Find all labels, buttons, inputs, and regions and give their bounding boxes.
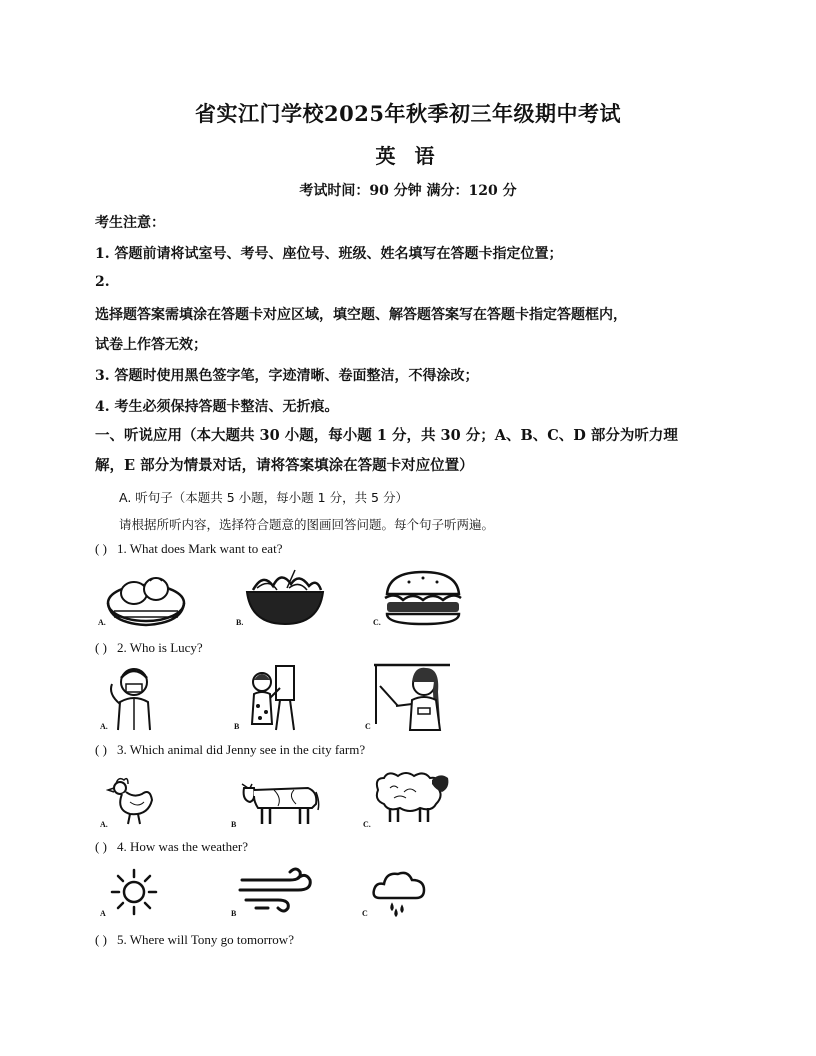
option-b-label: B xyxy=(234,722,240,731)
section-heading-line1: 一、听说应用（本大题共 30 小题，每小题 1 分，共 30 分；A、B、C、D 部分为听力理 xyxy=(95,427,678,444)
wind-icon[interactable] xyxy=(238,866,314,916)
question-1 xyxy=(95,541,282,557)
option-b-label: B xyxy=(231,909,237,918)
option-b-label: B. xyxy=(236,618,244,627)
question-4 xyxy=(95,839,248,855)
notice-heading: 考生注意： xyxy=(95,215,165,231)
question-3 xyxy=(95,742,365,758)
option-c-label: C xyxy=(365,722,371,731)
exam-info: 考试时间：90 分钟 满分：120 分 xyxy=(299,183,517,199)
notice-item-3: 3. 答题时使用黑色签字笔，字迹清晰、卷面整洁，不得涂改； xyxy=(95,368,479,384)
steamed-buns-icon[interactable] xyxy=(100,565,200,630)
doctor-icon[interactable] xyxy=(104,664,164,732)
painter-icon[interactable] xyxy=(242,662,302,732)
cow-icon[interactable] xyxy=(238,778,320,826)
answer-blank[interactable]: ( ) xyxy=(95,839,107,854)
answer-blank[interactable]: ( ) xyxy=(95,932,107,947)
chicken-icon[interactable] xyxy=(106,774,156,826)
question-text: 3. Which animal did Jenny see in the city farm? xyxy=(117,742,366,757)
option-a-label: A. xyxy=(100,722,108,731)
answer-blank[interactable]: ( ) xyxy=(95,541,107,556)
exam-subject: 英 语 xyxy=(375,144,441,168)
option-a-label: A xyxy=(100,909,106,918)
teacher-icon[interactable] xyxy=(374,662,450,732)
option-c-label: C xyxy=(362,909,368,918)
question-text: 2. Who is Lucy? xyxy=(117,640,203,655)
notice-item-2-cont: 试卷上作答无效； xyxy=(95,337,207,353)
part-a-instruction: 请根据所听内容，选择符合题意的图画回答问题。每个句子听两遍。 xyxy=(119,517,495,532)
section-heading xyxy=(95,421,725,481)
answer-blank[interactable]: ( ) xyxy=(95,640,107,655)
section-heading-line2: 解，E 部分为情景对话，请将答案填涂在答题卡对应位置） xyxy=(95,457,474,474)
question-text: 5. Where will Tony go tomorrow? xyxy=(117,932,294,947)
option-c-label: C. xyxy=(363,820,371,829)
question-text: 4. How was the weather? xyxy=(117,839,249,854)
question-text: 1. What does Mark want to eat? xyxy=(117,541,283,556)
hamburger-icon[interactable] xyxy=(381,568,466,628)
option-c-label: C. xyxy=(373,618,381,627)
answer-blank[interactable]: ( ) xyxy=(95,742,107,757)
noodles-bowl-icon[interactable] xyxy=(243,568,328,628)
question-5 xyxy=(95,932,294,948)
option-a-label: A. xyxy=(100,820,108,829)
notice-item-4: 4. 考生必须保持答题卡整洁、无折痕。 xyxy=(95,399,339,415)
notice-item-2-text: 选择题答案需填涂在答题卡对应区域，填空题、解答题答案写在答题卡指定答题框内， xyxy=(95,307,627,323)
rain-icon[interactable] xyxy=(370,868,428,918)
option-b-label: B xyxy=(231,820,237,829)
exam-title: 省实江门学校2025年秋季初三年级期中考试 xyxy=(195,101,621,126)
sun-icon[interactable] xyxy=(108,868,160,916)
option-a-label: A. xyxy=(98,618,106,627)
part-a-title: A. 听句子（本题共 5 小题，每小题 1 分，共 5 分） xyxy=(119,490,408,505)
notice-item-2: 2. xyxy=(95,274,110,290)
question-2 xyxy=(95,640,203,656)
notice-item-1: 1. 答题前请将试室号、考号、座位号、班级、姓名填写在答题卡指定位置； xyxy=(95,246,563,262)
sheep-icon[interactable] xyxy=(370,768,450,824)
